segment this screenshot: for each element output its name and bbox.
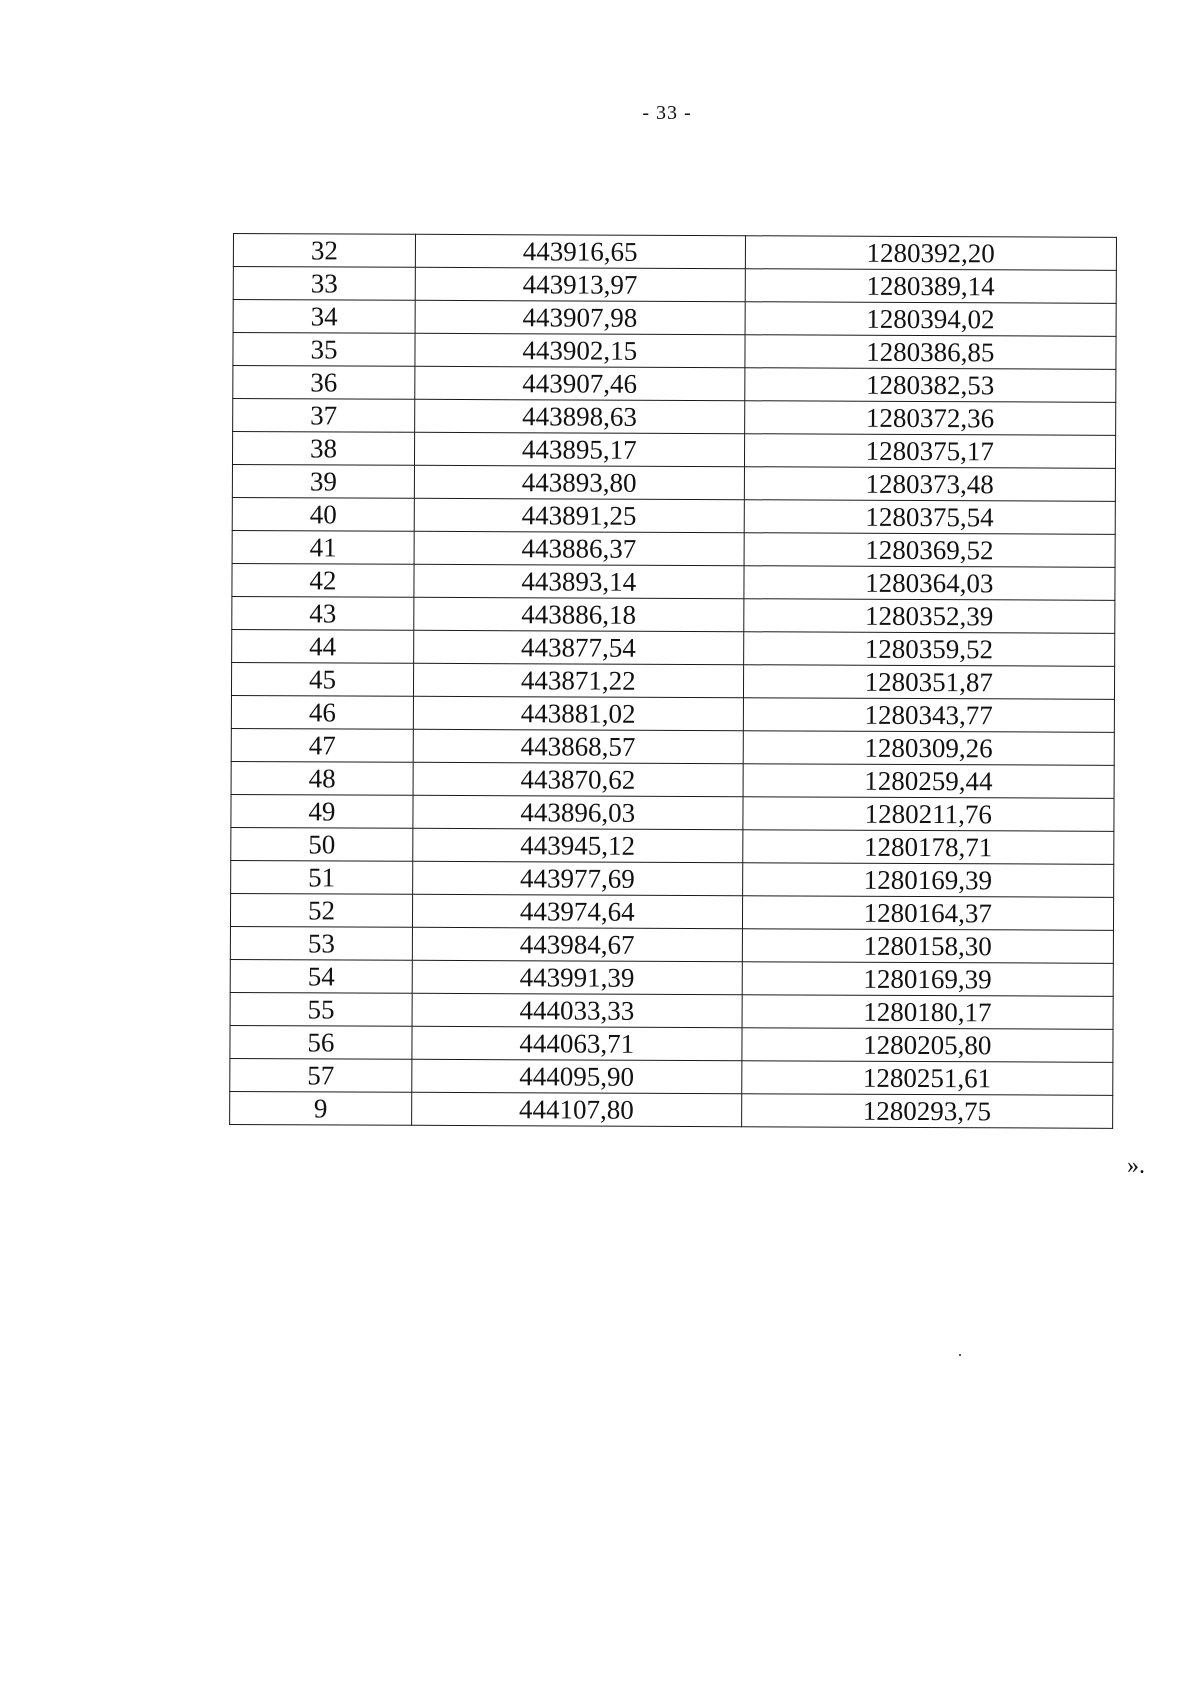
table-row bbox=[232, 596, 1115, 633]
table-row bbox=[230, 1025, 1113, 1062]
closing-quote-mark: ». bbox=[1127, 1153, 1145, 1179]
y-coordinate-cell: 1280178,71 bbox=[742, 830, 1114, 865]
point-number-cell: 55 bbox=[230, 992, 412, 1026]
x-coordinate-cell: 443991,39 bbox=[412, 960, 742, 994]
x-coordinate-cell: 443870,62 bbox=[413, 762, 743, 796]
point-number-cell: 46 bbox=[231, 695, 413, 729]
x-coordinate-cell: 443913,97 bbox=[415, 267, 745, 301]
x-coordinate-cell: 443907,98 bbox=[415, 300, 745, 334]
y-coordinate-cell: 1280372,36 bbox=[744, 401, 1116, 436]
x-coordinate-cell: 443895,17 bbox=[414, 432, 744, 466]
table-row bbox=[233, 333, 1116, 370]
y-coordinate-cell: 1280309,26 bbox=[743, 731, 1115, 766]
table-row bbox=[230, 926, 1113, 963]
table-row bbox=[230, 1058, 1113, 1095]
point-number-cell: 32 bbox=[233, 234, 415, 268]
x-coordinate-cell: 443907,46 bbox=[415, 366, 745, 400]
x-coordinate-cell: 443893,80 bbox=[414, 465, 744, 499]
table-row bbox=[233, 399, 1116, 436]
x-coordinate-cell: 443974,64 bbox=[412, 894, 742, 928]
y-coordinate-cell: 1280352,39 bbox=[743, 599, 1115, 634]
point-number-cell: 41 bbox=[232, 530, 414, 564]
x-coordinate-cell: 443886,37 bbox=[414, 531, 744, 565]
table-row bbox=[232, 432, 1115, 469]
table-row bbox=[230, 959, 1113, 996]
y-coordinate-cell: 1280382,53 bbox=[744, 368, 1116, 403]
y-coordinate-cell: 1280169,39 bbox=[742, 962, 1114, 997]
point-number-cell: 35 bbox=[233, 333, 415, 367]
table-row bbox=[232, 530, 1115, 567]
y-coordinate-cell: 1280386,85 bbox=[744, 335, 1116, 370]
x-coordinate-cell: 443898,63 bbox=[415, 399, 745, 433]
y-coordinate-cell: 1280364,03 bbox=[743, 566, 1115, 601]
x-coordinate-cell: 444063,71 bbox=[412, 1026, 742, 1060]
point-number-cell: 37 bbox=[233, 399, 415, 433]
table-row bbox=[233, 234, 1116, 271]
x-coordinate-cell: 443977,69 bbox=[413, 861, 743, 895]
y-coordinate-cell: 1280369,52 bbox=[744, 533, 1116, 568]
y-coordinate-cell: 1280392,20 bbox=[745, 236, 1117, 271]
point-number-cell: 47 bbox=[231, 728, 413, 762]
y-coordinate-cell: 1280375,54 bbox=[744, 500, 1116, 535]
x-coordinate-cell: 443916,65 bbox=[415, 234, 745, 268]
point-number-cell: 51 bbox=[231, 860, 413, 894]
table-row bbox=[232, 497, 1115, 534]
table-row bbox=[233, 300, 1116, 337]
table-row bbox=[230, 1091, 1113, 1128]
x-coordinate-cell: 443877,54 bbox=[414, 630, 744, 664]
table-row bbox=[233, 267, 1116, 304]
table-row bbox=[231, 794, 1114, 831]
x-coordinate-cell: 443868,57 bbox=[413, 729, 743, 763]
point-number-cell: 48 bbox=[231, 761, 413, 795]
point-number-cell: 42 bbox=[232, 563, 414, 597]
x-coordinate-cell: 444095,90 bbox=[412, 1059, 742, 1093]
table-row bbox=[230, 893, 1113, 930]
y-coordinate-cell: 1280169,39 bbox=[742, 863, 1114, 898]
y-coordinate-cell: 1280343,77 bbox=[743, 698, 1115, 733]
y-coordinate-cell: 1280164,37 bbox=[742, 896, 1114, 931]
point-number-cell: 36 bbox=[233, 366, 415, 400]
point-number-cell: 40 bbox=[232, 497, 414, 531]
table-row bbox=[231, 761, 1114, 798]
table-row bbox=[230, 992, 1113, 1029]
point-number-cell: 45 bbox=[231, 662, 413, 696]
table-row bbox=[231, 860, 1114, 897]
point-number-cell: 52 bbox=[230, 893, 412, 927]
point-number-cell: 54 bbox=[230, 959, 412, 993]
page-number: - 33 - bbox=[642, 102, 692, 124]
y-coordinate-cell: 1280211,76 bbox=[742, 797, 1114, 832]
point-number-cell: 39 bbox=[232, 464, 414, 498]
y-coordinate-cell: 1280205,80 bbox=[741, 1028, 1113, 1063]
y-coordinate-cell: 1280293,75 bbox=[741, 1094, 1113, 1129]
y-coordinate-cell: 1280394,02 bbox=[745, 302, 1117, 337]
scan-speck bbox=[959, 1354, 961, 1356]
point-number-cell: 34 bbox=[233, 300, 415, 334]
x-coordinate-cell: 443893,14 bbox=[414, 564, 744, 598]
x-coordinate-cell: 444107,80 bbox=[412, 1092, 742, 1126]
point-number-cell: 44 bbox=[232, 629, 414, 663]
table-row bbox=[231, 695, 1114, 732]
y-coordinate-cell: 1280158,30 bbox=[742, 929, 1114, 964]
x-coordinate-cell: 443945,12 bbox=[413, 828, 743, 862]
point-number-cell: 56 bbox=[230, 1025, 412, 1059]
table-row bbox=[231, 662, 1114, 699]
x-coordinate-cell: 443891,25 bbox=[414, 498, 744, 532]
y-coordinate-cell: 1280373,48 bbox=[744, 467, 1116, 502]
x-coordinate-cell: 443984,67 bbox=[412, 927, 742, 961]
y-coordinate-cell: 1280259,44 bbox=[743, 764, 1115, 799]
table-row bbox=[231, 827, 1114, 864]
point-number-cell: 49 bbox=[231, 794, 413, 828]
x-coordinate-cell: 443886,18 bbox=[414, 597, 744, 631]
point-number-cell: 9 bbox=[230, 1091, 412, 1125]
table-row bbox=[232, 563, 1115, 600]
x-coordinate-cell: 444033,33 bbox=[412, 993, 742, 1027]
y-coordinate-cell: 1280375,17 bbox=[744, 434, 1116, 469]
y-coordinate-cell: 1280359,52 bbox=[743, 632, 1115, 667]
point-number-cell: 38 bbox=[232, 432, 414, 466]
x-coordinate-cell: 443871,22 bbox=[413, 663, 743, 697]
x-coordinate-cell: 443896,03 bbox=[413, 795, 743, 829]
table-row bbox=[232, 629, 1115, 666]
table-row bbox=[233, 366, 1116, 403]
coordinates-table bbox=[229, 233, 1117, 1129]
table-row bbox=[232, 464, 1115, 501]
point-number-cell: 53 bbox=[230, 926, 412, 960]
table-row bbox=[231, 728, 1114, 765]
point-number-cell: 33 bbox=[233, 267, 415, 301]
coordinates-table-body bbox=[230, 234, 1117, 1129]
x-coordinate-cell: 443902,15 bbox=[415, 333, 745, 367]
point-number-cell: 50 bbox=[231, 827, 413, 861]
y-coordinate-cell: 1280351,87 bbox=[743, 665, 1115, 700]
point-number-cell: 43 bbox=[232, 596, 414, 630]
y-coordinate-cell: 1280389,14 bbox=[745, 269, 1117, 304]
y-coordinate-cell: 1280251,61 bbox=[741, 1061, 1113, 1096]
point-number-cell: 57 bbox=[230, 1058, 412, 1092]
y-coordinate-cell: 1280180,17 bbox=[742, 995, 1114, 1030]
x-coordinate-cell: 443881,02 bbox=[413, 696, 743, 730]
